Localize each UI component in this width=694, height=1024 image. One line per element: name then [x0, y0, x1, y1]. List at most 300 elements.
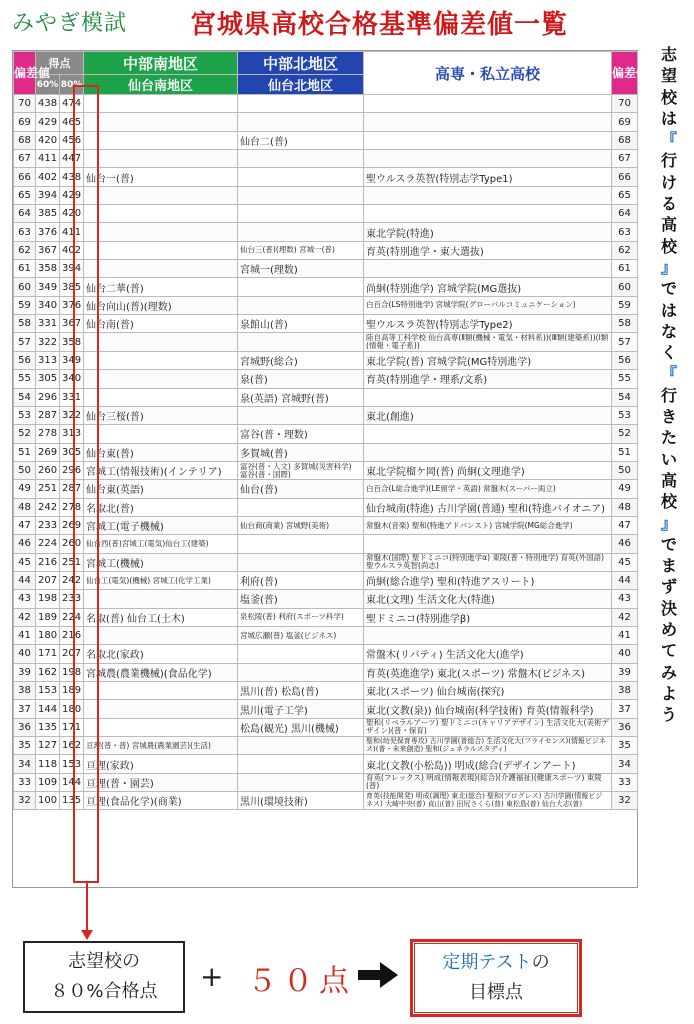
row-score-80: 189	[60, 682, 84, 700]
table-row	[14, 645, 638, 663]
row-private-schools: 東北学院(特進)	[364, 223, 612, 241]
row-score-60: 216	[36, 553, 60, 571]
row-deviation-right: 56	[612, 351, 638, 369]
row-south-schools: 仙台南(普)	[84, 315, 238, 333]
row-score-60: 340	[36, 296, 60, 314]
row-score-60: 260	[36, 461, 60, 479]
row-score-80: 269	[60, 516, 84, 534]
exam-goal-blue: 定期テスト	[442, 952, 532, 973]
row-score-60: 331	[36, 315, 60, 333]
row-score-80: 224	[60, 608, 84, 626]
row-deviation: 49	[14, 480, 36, 498]
table-row	[14, 792, 638, 810]
row-deviation-right: 59	[612, 296, 638, 314]
row-south-schools	[84, 333, 238, 351]
row-score-80: 394	[60, 260, 84, 278]
exam-goal-rest: の	[531, 952, 550, 973]
row-deviation: 33	[14, 773, 36, 791]
row-score-60: 153	[36, 682, 60, 700]
row-score-80: 402	[60, 241, 84, 259]
row-deviation: 36	[14, 718, 36, 736]
row-deviation-right: 48	[612, 498, 638, 516]
sidebar-char: で	[660, 534, 677, 554]
row-private-schools	[364, 388, 612, 406]
header-south-sub: 仙台南地区	[84, 75, 238, 95]
row-deviation: 32	[14, 792, 36, 810]
row-deviation: 35	[14, 737, 36, 755]
row-deviation: 38	[14, 682, 36, 700]
row-deviation-right: 55	[612, 370, 638, 388]
row-south-schools	[84, 95, 238, 113]
row-north-schools: 宮城広瀬(普) 塩釜(ビジネス)	[238, 626, 364, 644]
row-north-schools: 仙台商(商業) 宮城野(美術)	[238, 516, 364, 534]
table-row	[14, 186, 638, 204]
row-deviation: 63	[14, 223, 36, 241]
row-score-80: 233	[60, 590, 84, 608]
row-private-schools: 常盤木(国際) 聖ドミニコ(特別進学α) 東陵(普・特別進学) 育英(外国語) 聖ウルスラ英智(尚志)	[364, 553, 612, 571]
row-deviation-right: 44	[612, 571, 638, 589]
row-deviation: 48	[14, 498, 36, 516]
target-school-box	[23, 941, 185, 1013]
header-score-60: 60%	[36, 75, 60, 95]
row-private-schools: 白百合(LS特別進学) 宮城学院(グローバルコミュニケーション)	[364, 296, 612, 314]
row-score-80: 180	[60, 700, 84, 718]
row-score-60: 376	[36, 223, 60, 241]
row-deviation: 34	[14, 755, 36, 773]
row-score-80: 411	[60, 223, 84, 241]
row-private-schools	[364, 186, 612, 204]
sidebar-char: で	[660, 279, 677, 299]
row-deviation-right: 38	[612, 682, 638, 700]
row-south-schools: 亘理(普・普) 宮城農(農業園芸)(生活)	[84, 737, 238, 755]
row-score-60: 207	[36, 571, 60, 589]
header-north-region: 中部北地区	[238, 52, 364, 75]
row-south-schools: 仙台東(英語)	[84, 480, 238, 498]
row-score-60: 394	[36, 186, 60, 204]
row-deviation-right: 34	[612, 755, 638, 773]
row-south-schools: 仙台二華(普)	[84, 278, 238, 296]
row-south-schools: 宮城農(農業機械)(食品化学)	[84, 663, 238, 681]
row-deviation: 47	[14, 516, 36, 534]
row-north-schools: 松島(観光) 黒川(機械)	[238, 718, 364, 736]
row-north-schools: 泉(英語) 宮城野(普)	[238, 388, 364, 406]
row-north-schools	[238, 535, 364, 553]
row-north-schools: 泉松陵(普) 利府(スポーツ科学)	[238, 608, 364, 626]
row-south-schools	[84, 205, 238, 223]
row-score-80: 322	[60, 406, 84, 424]
row-south-schools	[84, 241, 238, 259]
row-deviation-right: 52	[612, 425, 638, 443]
row-north-schools: 黒川(電子工学)	[238, 700, 364, 718]
sidebar-char: き	[660, 407, 677, 427]
row-north-schools	[238, 223, 364, 241]
row-deviation: 60	[14, 278, 36, 296]
row-private-schools: 東北(文理) 生活文化大(特進)	[364, 590, 612, 608]
row-score-60: 313	[36, 351, 60, 369]
row-north-schools: 仙台二(普)	[238, 131, 364, 149]
table-row	[14, 626, 638, 644]
row-score-80: 207	[60, 645, 84, 663]
row-north-schools: 黒川(普) 松島(普)	[238, 682, 364, 700]
row-score-60: 144	[36, 700, 60, 718]
table-row	[14, 480, 638, 498]
row-deviation-right: 57	[612, 333, 638, 351]
sidebar-char: 』	[660, 257, 677, 277]
row-score-80: 198	[60, 663, 84, 681]
row-private-schools: 育英(技能開発) 明成(調理) 東北(総合) 聖和(プログレス) 古川学園(情報ビジネス) 大崎中央(普) 貞山(普) 田尻さくら(普) 東松島(普) 仙台大志(普)	[364, 792, 612, 810]
table-row	[14, 370, 638, 388]
row-private-schools	[364, 626, 612, 644]
row-score-80: 153	[60, 755, 84, 773]
row-deviation-right: 36	[612, 718, 638, 736]
table-row	[14, 95, 638, 113]
row-deviation-right: 46	[612, 535, 638, 553]
row-north-schools: 宮城一(理数)	[238, 260, 364, 278]
header-deviation: 偏差値	[14, 52, 36, 95]
row-north-schools: 仙台三(普)(理数) 宮城一(普)	[238, 241, 364, 259]
sidebar-char: 高	[660, 470, 677, 490]
table-row	[14, 718, 638, 736]
row-deviation-right: 45	[612, 553, 638, 571]
sidebar-char: 『	[660, 130, 677, 150]
row-south-schools: 名取(普) 仙台工(土木)	[84, 608, 238, 626]
row-south-schools: 宮城工(情報技術)(インテリア)	[84, 461, 238, 479]
row-score-80: 313	[60, 425, 84, 443]
row-private-schools: 育英(英進進学) 東北(スポーツ) 常盤木(ビジネス)	[364, 663, 612, 681]
row-deviation: 41	[14, 626, 36, 644]
row-deviation-right: 41	[612, 626, 638, 644]
table-row	[14, 241, 638, 259]
row-deviation: 55	[14, 370, 36, 388]
table-body	[14, 95, 638, 810]
row-score-80: 340	[60, 370, 84, 388]
row-score-80: 305	[60, 443, 84, 461]
table-row	[14, 443, 638, 461]
row-private-schools: 聖和(幼児保育専攻) 古川学園(普総合) 生活文化大(フライセンス)(情報ビジネス)(普・未来創造) 聖和(ジェネラルスタディ)	[364, 737, 612, 755]
row-south-schools	[84, 150, 238, 168]
right-arrow-icon	[358, 962, 398, 988]
sidebar-char: い	[660, 449, 677, 469]
row-deviation: 46	[14, 535, 36, 553]
row-score-80: 162	[60, 737, 84, 755]
row-deviation-right: 65	[612, 186, 638, 204]
deviation-table	[13, 51, 649, 810]
row-north-schools	[238, 168, 364, 186]
row-score-60: 278	[36, 425, 60, 443]
row-score-80: 456	[60, 131, 84, 149]
row-deviation-right: 60	[612, 278, 638, 296]
table-row	[14, 461, 638, 479]
row-score-80: 349	[60, 351, 84, 369]
row-private-schools: 陸自高等工科学校 仙台高専(Ⅱ類(機械・電気・材料系))(Ⅲ類(建築系))(Ⅰ類(情報・電子系))	[364, 333, 612, 351]
row-score-60: 224	[36, 535, 60, 553]
row-score-80: 385	[60, 278, 84, 296]
row-south-schools: 仙台工(電気)(機械) 宮城工(化学工業)	[84, 571, 238, 589]
fifty-points: ５０点	[247, 964, 355, 999]
row-private-schools: 東北(創進)	[364, 406, 612, 424]
header-score: 得点	[36, 52, 84, 75]
row-score-60: 189	[36, 608, 60, 626]
row-deviation: 54	[14, 388, 36, 406]
row-deviation: 53	[14, 406, 36, 424]
row-south-schools: 亘理(食品化学)(商業)	[84, 792, 238, 810]
row-score-60: 171	[36, 645, 60, 663]
row-deviation-right: 39	[612, 663, 638, 681]
exam-goal-line2: 目標点	[469, 982, 523, 1003]
target-school-line2: ８０%合格点	[50, 981, 158, 1002]
sidebar-char: 高	[660, 215, 677, 235]
row-south-schools	[84, 260, 238, 278]
row-south-schools	[84, 351, 238, 369]
table-row	[14, 260, 638, 278]
row-private-schools: 尚絅(総合進学) 聖和(特進アスリート)	[364, 571, 612, 589]
row-deviation-right: 54	[612, 388, 638, 406]
table-row	[14, 388, 638, 406]
row-north-schools: 富谷(普・理数)	[238, 425, 364, 443]
row-private-schools: 東北学院榴ケ岡(普) 尚絅(文理進学)	[364, 461, 612, 479]
row-north-schools	[238, 645, 364, 663]
row-score-80: 420	[60, 205, 84, 223]
row-private-schools: 常盤木(音楽) 聖和(特進アドバンスト) 宮城学院(MG総合進学)	[364, 516, 612, 534]
table-row	[14, 498, 638, 516]
sidebar-char: ず	[660, 577, 677, 597]
row-north-schools	[238, 278, 364, 296]
row-south-schools: 名取北(家政)	[84, 645, 238, 663]
row-south-schools	[84, 682, 238, 700]
row-south-schools: 仙台向山(普)(理数)	[84, 296, 238, 314]
row-private-schools: 東北学院(普) 宮城学院(MG特別進学)	[364, 351, 612, 369]
row-south-schools: 宮城工(機械)	[84, 553, 238, 571]
row-deviation-right: 32	[612, 792, 638, 810]
table-row	[14, 773, 638, 791]
row-deviation-right: 51	[612, 443, 638, 461]
row-north-schools: 泉館山(普)	[238, 315, 364, 333]
sidebar-char: て	[660, 641, 677, 661]
sidebar-char: く	[660, 343, 677, 363]
row-deviation: 44	[14, 571, 36, 589]
row-score-80: 438	[60, 168, 84, 186]
row-score-80: 287	[60, 480, 84, 498]
row-score-80: 358	[60, 333, 84, 351]
row-private-schools: 聖ウルスラ英智(特別志学Type1)	[364, 168, 612, 186]
row-north-schools	[238, 296, 364, 314]
row-private-schools	[364, 205, 612, 223]
row-deviation: 59	[14, 296, 36, 314]
row-south-schools	[84, 700, 238, 718]
row-score-60: 411	[36, 150, 60, 168]
row-deviation: 66	[14, 168, 36, 186]
table-row	[14, 333, 638, 351]
table-row	[14, 296, 638, 314]
table-row	[14, 205, 638, 223]
row-score-60: 118	[36, 755, 60, 773]
sidebar-char: み	[660, 662, 677, 682]
row-south-schools: 亘理(普・園芸)	[84, 773, 238, 791]
row-deviation: 68	[14, 131, 36, 149]
row-deviation-right: 67	[612, 150, 638, 168]
row-deviation-right: 35	[612, 737, 638, 755]
row-south-schools	[84, 113, 238, 131]
row-score-60: 198	[36, 590, 60, 608]
row-private-schools: 東北(スポーツ) 仙台城南(探究)	[364, 682, 612, 700]
row-private-schools	[364, 443, 612, 461]
row-north-schools: 宮城野(総合)	[238, 351, 364, 369]
table-row	[14, 571, 638, 589]
sidebar-char: う	[660, 705, 677, 725]
row-south-schools: 仙台一(普)	[84, 168, 238, 186]
row-score-60: 180	[36, 626, 60, 644]
row-score-80: 331	[60, 388, 84, 406]
row-score-80: 144	[60, 773, 84, 791]
sidebar-char: 校	[660, 87, 677, 107]
arrow-down-icon	[81, 930, 93, 940]
row-deviation-right: 49	[612, 480, 638, 498]
row-score-80: 278	[60, 498, 84, 516]
row-private-schools: 聖ウルスラ英智(特別志学Type2)	[364, 315, 612, 333]
row-score-60: 242	[36, 498, 60, 516]
table-row	[14, 278, 638, 296]
row-score-80: 474	[60, 95, 84, 113]
row-private-schools	[364, 95, 612, 113]
row-score-60: 349	[36, 278, 60, 296]
row-deviation: 52	[14, 425, 36, 443]
sidebar-char: た	[660, 428, 677, 448]
row-score-60: 162	[36, 663, 60, 681]
row-score-60: 429	[36, 113, 60, 131]
row-south-schools	[84, 186, 238, 204]
row-deviation-right: 53	[612, 406, 638, 424]
row-private-schools: 尚絅(特別進学) 宮城学院(MG選抜)	[364, 278, 612, 296]
row-north-schools	[238, 773, 364, 791]
table-row	[14, 608, 638, 626]
row-deviation: 56	[14, 351, 36, 369]
row-deviation: 40	[14, 645, 36, 663]
table-row	[14, 113, 638, 131]
row-deviation-right: 64	[612, 205, 638, 223]
row-private-schools	[364, 535, 612, 553]
row-score-60: 438	[36, 95, 60, 113]
row-score-60: 269	[36, 443, 60, 461]
row-south-schools: 名取北(普)	[84, 498, 238, 516]
row-deviation: 58	[14, 315, 36, 333]
row-deviation: 69	[14, 113, 36, 131]
table-row	[14, 406, 638, 424]
header-private: 高専・私立高校	[364, 52, 612, 95]
row-score-80: 447	[60, 150, 84, 168]
table-row	[14, 663, 638, 681]
sidebar-char: 望	[660, 66, 677, 86]
row-private-schools: 仙台城南(特進) 古川学園(普通) 聖和(特進バイオニア)	[364, 498, 612, 516]
table-row	[14, 315, 638, 333]
row-south-schools	[84, 718, 238, 736]
table-row	[14, 131, 638, 149]
row-score-60: 251	[36, 480, 60, 498]
row-north-schools: 仙台(普)	[238, 480, 364, 498]
row-deviation-right: 47	[612, 516, 638, 534]
table-row	[14, 737, 638, 755]
row-score-60: 322	[36, 333, 60, 351]
table-row	[14, 590, 638, 608]
table-row	[14, 516, 638, 534]
row-north-schools	[238, 737, 364, 755]
sidebar-char: 『	[660, 364, 677, 384]
row-private-schools: 聖ドミニコ(特別進学β)	[364, 608, 612, 626]
row-private-schools: 育英(特別進学・東大選抜)	[364, 241, 612, 259]
row-north-schools	[238, 205, 364, 223]
sidebar-char: け	[660, 172, 677, 192]
row-score-60: 109	[36, 773, 60, 791]
sidebar-char: 校	[660, 236, 677, 256]
row-north-schools	[238, 755, 364, 773]
row-score-80: 376	[60, 296, 84, 314]
row-deviation: 37	[14, 700, 36, 718]
table-row	[14, 535, 638, 553]
row-score-60: 233	[36, 516, 60, 534]
row-deviation-right: 40	[612, 645, 638, 663]
plus-sign: +	[200, 960, 224, 993]
row-private-schools	[364, 113, 612, 131]
row-deviation: 42	[14, 608, 36, 626]
row-score-80: 465	[60, 113, 84, 131]
row-score-60: 305	[36, 370, 60, 388]
table-row	[14, 150, 638, 168]
row-score-60: 402	[36, 168, 60, 186]
row-north-schools	[238, 95, 364, 113]
row-deviation-right: 33	[612, 773, 638, 791]
header-south-region: 中部南地区	[84, 52, 238, 75]
table-row	[14, 755, 638, 773]
header-score-80: 80%	[60, 75, 84, 95]
sidebar-char: 決	[660, 598, 677, 618]
row-deviation: 62	[14, 241, 36, 259]
row-south-schools	[84, 370, 238, 388]
row-private-schools: 東北(文教(小松島)) 明成(総合(デザインアート)	[364, 755, 612, 773]
row-deviation-right: 61	[612, 260, 638, 278]
table-row	[14, 700, 638, 718]
row-north-schools	[238, 553, 364, 571]
row-private-schools	[364, 131, 612, 149]
sidebar-char: 』	[660, 513, 677, 533]
row-score-60: 385	[36, 205, 60, 223]
sidebar-char: 行	[660, 385, 677, 405]
row-north-schools: 富谷(普・人文) 多賀城(災害科学) 富谷(普・国際)	[238, 461, 364, 479]
row-private-schools: 常盤木(リバティ) 生活文化大(進学)	[364, 645, 612, 663]
sidebar-char: 校	[660, 492, 677, 512]
brand-logo: みやぎ模試	[12, 11, 128, 36]
row-deviation-right: 50	[612, 461, 638, 479]
row-deviation-right: 42	[612, 608, 638, 626]
exam-goal-line1	[415, 948, 577, 978]
row-score-80: 296	[60, 461, 84, 479]
row-deviation-right: 68	[612, 131, 638, 149]
row-north-schools: 黒川(環境技術)	[238, 792, 364, 810]
row-deviation: 64	[14, 205, 36, 223]
sidebar-char: る	[660, 194, 677, 214]
row-north-schools: 泉(普)	[238, 370, 364, 388]
row-private-schools: 育英(特別進学・理系/文系)	[364, 370, 612, 388]
sidebar-char: ま	[660, 556, 677, 576]
deviation-table-container	[12, 50, 649, 888]
row-south-schools	[84, 223, 238, 241]
header-deviation-right: 偏差値	[612, 52, 638, 95]
sidebar-char: な	[660, 321, 677, 341]
row-deviation: 45	[14, 553, 36, 571]
row-north-schools	[238, 498, 364, 516]
row-deviation: 61	[14, 260, 36, 278]
row-north-schools	[238, 186, 364, 204]
row-deviation-right: 37	[612, 700, 638, 718]
row-north-schools	[238, 150, 364, 168]
